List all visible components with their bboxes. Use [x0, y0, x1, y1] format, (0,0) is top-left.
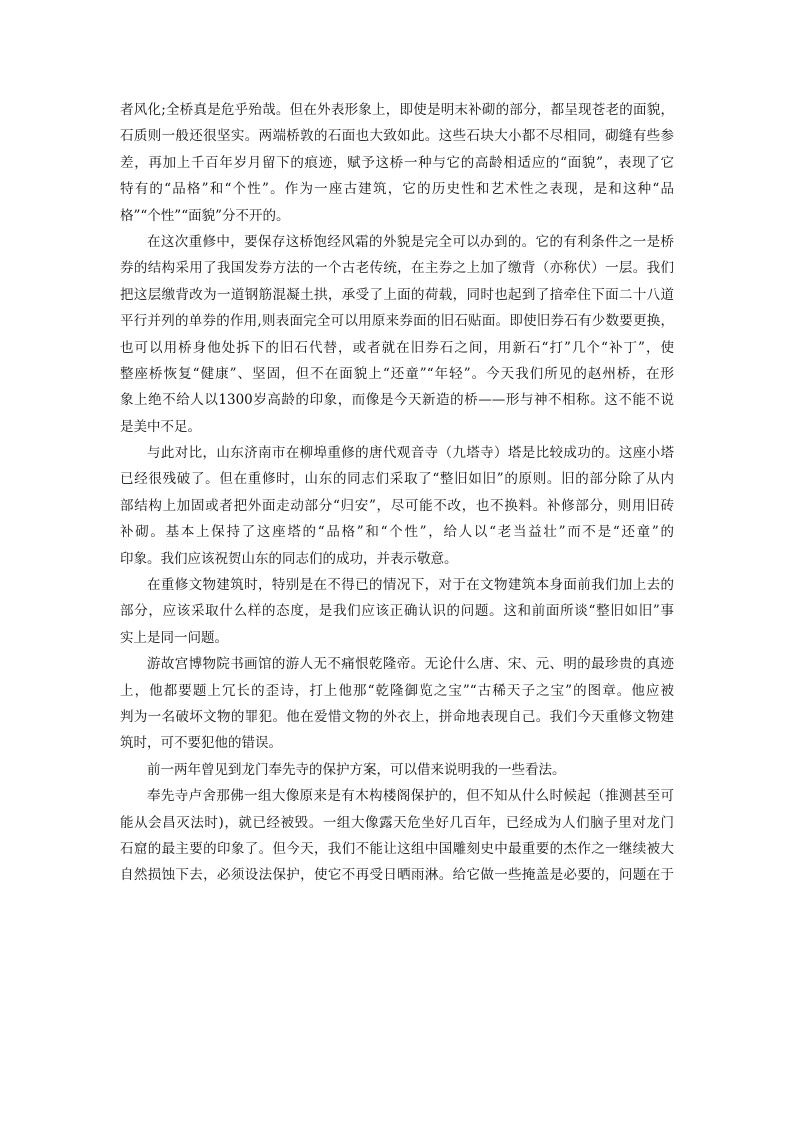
- text-line: 前一两年曾见到龙门奉先寺的保护方案，可以借来说明我的一些看法。: [147, 761, 566, 778]
- text-line: 与此对比，山东济南市在柳埠重修的唐代观音寺（九塔寺）塔是比较成功的。这座小塔: [147, 445, 674, 462]
- text-line: 石质则一般还很坚实。两端桥敦的石面也大致如此。这些石块大小都不尽相同，砌缝有些参: [120, 128, 674, 145]
- text-line: 者风化;全桥真是危乎殆哉。但在外表形象上，即使是明末补砌的部分，都呈现苍老的面貌，: [120, 102, 674, 118]
- text-line: 差，再加上千百年岁月留下的痕迹，赋予这桥一种与它的高龄相适应的“面貌”，表现了它: [120, 154, 674, 171]
- text-line: 部分，应该采取什么样的态度，是我们应该正确认识的问题。这和前面所谈“整旧如旧”事: [120, 603, 674, 620]
- text-line: 已经很残破了。但在重修时，山东的同志们采取了“整旧如旧”的原则。旧的部分除了从内: [120, 471, 674, 488]
- text-line: 平行并列的单券的作用,则表面完全可以用原来券面的旧石贴面。即使旧券石有少数要更换，: [120, 313, 674, 330]
- text-line: 也可以用桥身他处拆下的旧石代替，或者就在旧券石之间，用新石“打”几个“补丁”，使: [120, 339, 674, 356]
- text-line: 把这层缴背改为一道钢筋混凝土拱，承受了上面的荷载，同时也起到了揞牵住下面二十八道: [120, 286, 674, 303]
- text-line: 上，他都要题上冗长的歪诗，打上他那“乾隆御览之宝”“古稀天子之宝”的图章。他应被: [120, 682, 674, 699]
- text-line: 印象。我们应该祝贺山东的同志们的成功，并表示敬意。: [120, 550, 458, 567]
- text-line: 能从会昌灭法时)，就已经被毁。一组大像露天危坐好几百年，已经成为人们脑子里对龙门: [120, 814, 674, 831]
- body-text: [120, 97, 674, 889]
- text-line: 游故宫博物院书画馆的游人无不痛恨乾隆帝。无论什么唐、宋、元、明的最珍贵的真迹: [147, 656, 674, 673]
- text-line: 象上绝不给人以1300岁高龄的印象，而像是今天新造的桥——形与神不相称。这不能不说: [120, 392, 674, 409]
- text-line: 格”“个性”“面貌”分不开的。: [120, 207, 290, 224]
- text-line: 判为一名破坏文物的罪犯。他在爱惜文物的外衣上，拼命地表现自己。我们今天重修文物建: [120, 708, 674, 725]
- text-line: 实上是同一问题。: [120, 629, 228, 646]
- text-line: 筑时，可不要犯他的错误。: [120, 735, 282, 752]
- text-line: 在这次重修中，要保存这桥饱经风霜的外貌是完全可以办到的。它的有利条件之一是桥: [147, 233, 674, 250]
- text-line: 石窟的最主要的印象了。但今天，我们不能让这组中国雕刻史中最重要的杰作之一继续被大: [120, 840, 674, 857]
- text-line: 奉先寺卢舍那佛一组大像原来是有木构楼阁保护的，但不知从什么时候起（推测甚至可: [147, 788, 674, 805]
- text-line: 自然损蚀下去，必须设法保护，使它不再受日晒雨淋。给它做一些掩盖是必要的，问题在于: [120, 867, 674, 884]
- text-line: 是美中不足。: [120, 418, 201, 435]
- text-line: 特有的“品格”和“个性”。作为一座古建筑，它的历史性和艺术性之表现，是和这种“品: [120, 181, 674, 198]
- text-line: 在重修文物建筑时，特别是在不得已的情况下，对于在文物建筑本身面前我们加上去的: [147, 577, 674, 594]
- text-line: 补砌。基本上保持了这座塔的“品格”和“个性”，给人以“老当益壮”而不是“还童”的: [120, 524, 674, 541]
- text-line: 部结构上加固或者把外面走动部分“归安”，尽可能不改，也不换料。补修部分，则用旧砖: [120, 497, 674, 514]
- text-line: 整座桥恢复“健康”、坚固，但不在面貌上“还童”“年轻”。今天我们所见的赵州桥，在形: [120, 365, 674, 382]
- text-line: 券的结构采用了我国发券方法的一个古老传统，在主券之上加了缴背（亦称伏）一层。我们: [120, 260, 674, 277]
